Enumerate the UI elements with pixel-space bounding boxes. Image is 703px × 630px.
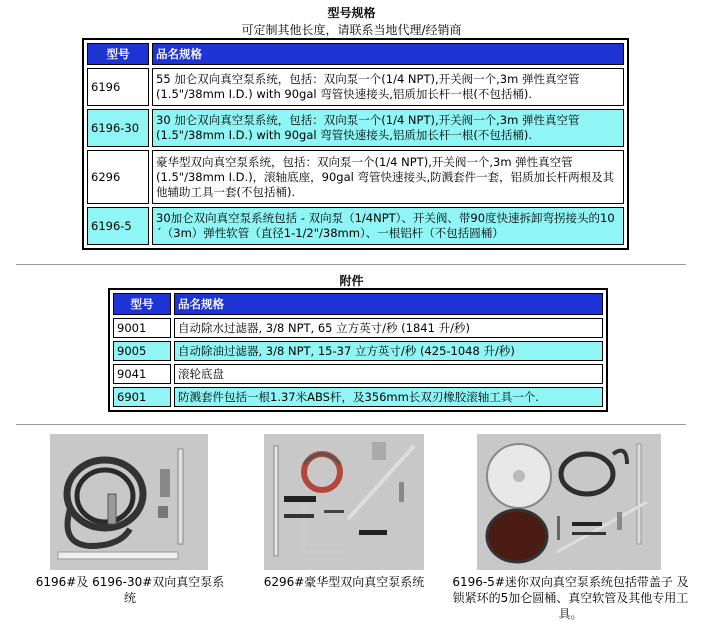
hose-system-illustration	[50, 434, 208, 570]
header-model: 型号	[113, 293, 171, 315]
desc-cell: 55 加仑双向真空泵系统，包括：双向泵一个(1/4 NPT),开关阀一个,3m 弹性真空管(1.5"/38mm I.D.) with 90gal 弯管快速接头,铝质加长杆一根(不包括桶).	[152, 68, 624, 106]
desc-cell: 30加仑双向真空泵系统包括 - 双向泵（1/4NPT）、开关阀、带90度快速拆卸弯拐接头的10´（3m）弹性软管（直径1-1/2"/38mm）、一根铝杆（不包括圆桶）	[152, 207, 624, 245]
model-cell: 6296	[87, 150, 149, 204]
table-row	[113, 387, 603, 407]
table-row	[87, 150, 624, 204]
desc-cell: 自动除水过滤器, 3/8 NPT, 65 立方英寸/秒 (1841 升/秒)	[174, 318, 603, 338]
desc-cell: 豪华型双向真空泵系统，包括：双向泵一个(1/4 NPT),开关阀一个,3m 弹性真空管(1.5"/38mm I.D.)，滚轴底座，90gal 弯管快速接头,防溅套件一套，铝质加长杆两根及其他辅助工具一套(不包括桶).	[152, 150, 624, 204]
table-row	[113, 318, 603, 338]
divider	[16, 424, 686, 425]
divider	[16, 264, 686, 265]
accessories-header-row	[113, 293, 603, 315]
desc-cell: 30 加仑双向真空泵系统，包括：双向泵一个(1/4 NPT),开关阀一个,3m 弹性真空管(1.5"/38mm I.D.) with 90gal 弯管快速接头,铝质加长杆一根(不包括桶).	[152, 109, 624, 147]
product-photo-6296	[264, 434, 424, 570]
model-cell: 6196	[87, 68, 149, 106]
model-cell: 9041	[113, 364, 171, 384]
header-spec: 品名规格	[174, 293, 603, 315]
model-cell: 9001	[113, 318, 171, 338]
table-row	[87, 207, 624, 245]
mini-kit-illustration	[477, 434, 661, 570]
photo-caption: 6296#豪华型双向真空泵系统	[263, 575, 425, 589]
product-photo-6196-5	[477, 434, 661, 570]
table-row	[113, 341, 603, 361]
model-cell: 9005	[113, 341, 171, 361]
header-spec: 品名规格	[152, 43, 624, 65]
accessories-title: 附件	[339, 274, 364, 288]
photo-caption: 6196#及 6196-30#双向真空泵系统	[35, 575, 225, 605]
models-header-row	[87, 43, 624, 65]
models-subtitle: 可定制其他长度，请联系当地代理/经销商	[241, 23, 462, 37]
photo-caption: 6196-5#迷你双向真空泵系统包括带盖子 及锁紧环的5加仑圆桶、真空软管及其他专用工具。	[452, 575, 689, 621]
table-row	[87, 109, 624, 147]
product-photo-6196	[50, 434, 208, 570]
table-row	[113, 364, 603, 384]
model-cell: 6196-5	[87, 207, 149, 245]
deluxe-kit-illustration	[264, 434, 424, 570]
models-table	[82, 38, 629, 250]
model-cell: 6196-30	[87, 109, 149, 147]
table-row	[87, 68, 624, 106]
header-model: 型号	[87, 43, 149, 65]
model-cell: 6901	[113, 387, 171, 407]
desc-cell: 防溅套件包括一根1.37米ABS杆，及356mm长双刃橡胶滚轴工具一个.	[174, 387, 603, 407]
models-title: 型号规格	[327, 6, 376, 20]
accessories-table	[108, 288, 608, 412]
desc-cell: 自动除油过滤器, 3/8 NPT, 15-37 立方英寸/秒 (425-1048 升/秒)	[174, 341, 603, 361]
desc-cell: 滚轮底盘	[174, 364, 603, 384]
